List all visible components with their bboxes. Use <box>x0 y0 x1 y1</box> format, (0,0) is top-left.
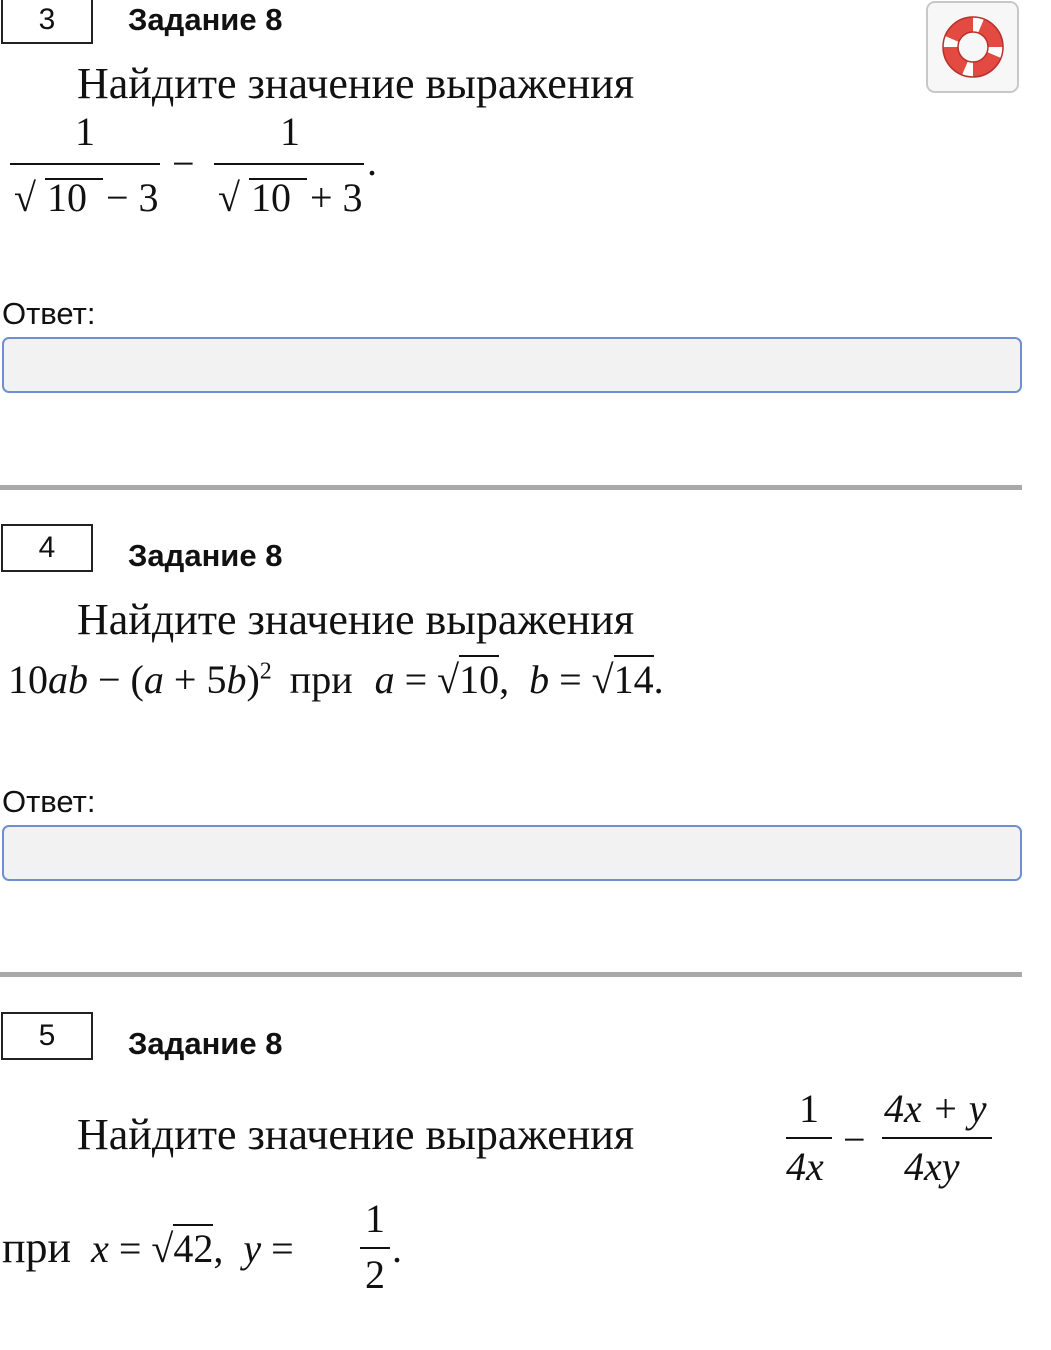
numerator: 1 <box>75 109 95 154</box>
paren: ) <box>246 657 260 702</box>
task-prompt: Найдите значение выражения <box>77 595 635 644</box>
radicand: 10 <box>459 657 500 702</box>
sqrt-sign: √ <box>218 175 240 220</box>
radicand: 10 <box>251 175 291 220</box>
variable-b: b <box>226 657 247 702</box>
radicand: 42 <box>173 1226 214 1271</box>
equals: = <box>394 657 438 702</box>
variable-a: a <box>374 657 395 702</box>
equals: = <box>108 1226 152 1271</box>
variable-y: y <box>243 1226 262 1271</box>
task-number: 3 <box>1 0 93 44</box>
comma: , <box>213 1226 224 1271</box>
numerator: 1 <box>799 1086 819 1131</box>
condition-word: при <box>289 657 353 702</box>
lifebuoy-icon <box>938 12 1008 82</box>
equals: = <box>549 657 592 702</box>
denominator: 2 <box>365 1252 385 1297</box>
denominator-tail: + 3 <box>310 175 363 220</box>
period: . <box>367 139 377 184</box>
sqrt-sign: √ <box>151 1226 174 1271</box>
period: . <box>392 1226 402 1271</box>
task-prompt: Найдите значение выражения <box>77 59 635 108</box>
minus-sign: − <box>172 141 195 186</box>
divider <box>0 485 1022 490</box>
period: . <box>653 657 664 702</box>
denominator-tail: − 3 <box>106 175 159 220</box>
operator: − ( <box>88 657 144 702</box>
divider <box>0 972 1022 977</box>
exponent: 2 <box>259 658 272 685</box>
comma: , <box>499 657 510 702</box>
sqrt-sign: √ <box>591 657 614 702</box>
expression <box>8 656 664 703</box>
denominator: 4x <box>786 1144 824 1189</box>
answer-input[interactable] <box>2 337 1022 393</box>
sqrt-sign: √ <box>437 657 460 702</box>
task-number: 4 <box>1 524 93 572</box>
task-number: 5 <box>1 1012 93 1060</box>
variable-a: a <box>143 657 164 702</box>
task-title: Задание 8 <box>128 1026 283 1061</box>
task-prompt: Найдите значение выражения <box>77 1110 635 1159</box>
help-button[interactable] <box>926 1 1019 93</box>
variable-b: b <box>529 657 550 702</box>
sqrt-sign: √ <box>14 175 36 220</box>
radicand: 10 <box>47 175 87 220</box>
radicand: 14 <box>613 657 654 702</box>
condition-word: при <box>2 1223 72 1272</box>
variables: ab <box>48 657 88 702</box>
equals: = <box>261 1226 294 1271</box>
numerator: 1 <box>365 1196 385 1241</box>
variable-x: x <box>91 1226 109 1271</box>
numerator: 4x + y <box>884 1086 987 1131</box>
minus-sign: − <box>843 1117 866 1162</box>
operator: + 5 <box>163 657 227 702</box>
answer-label: Ответ: <box>2 296 96 331</box>
coefficient: 10 <box>8 657 48 702</box>
numerator: 1 <box>280 109 300 154</box>
answer-label: Ответ: <box>2 784 96 819</box>
task-title: Задание 8 <box>128 2 283 37</box>
task-title: Задание 8 <box>128 538 283 573</box>
answer-input[interactable] <box>2 825 1022 881</box>
denominator: 4xy <box>904 1144 960 1189</box>
